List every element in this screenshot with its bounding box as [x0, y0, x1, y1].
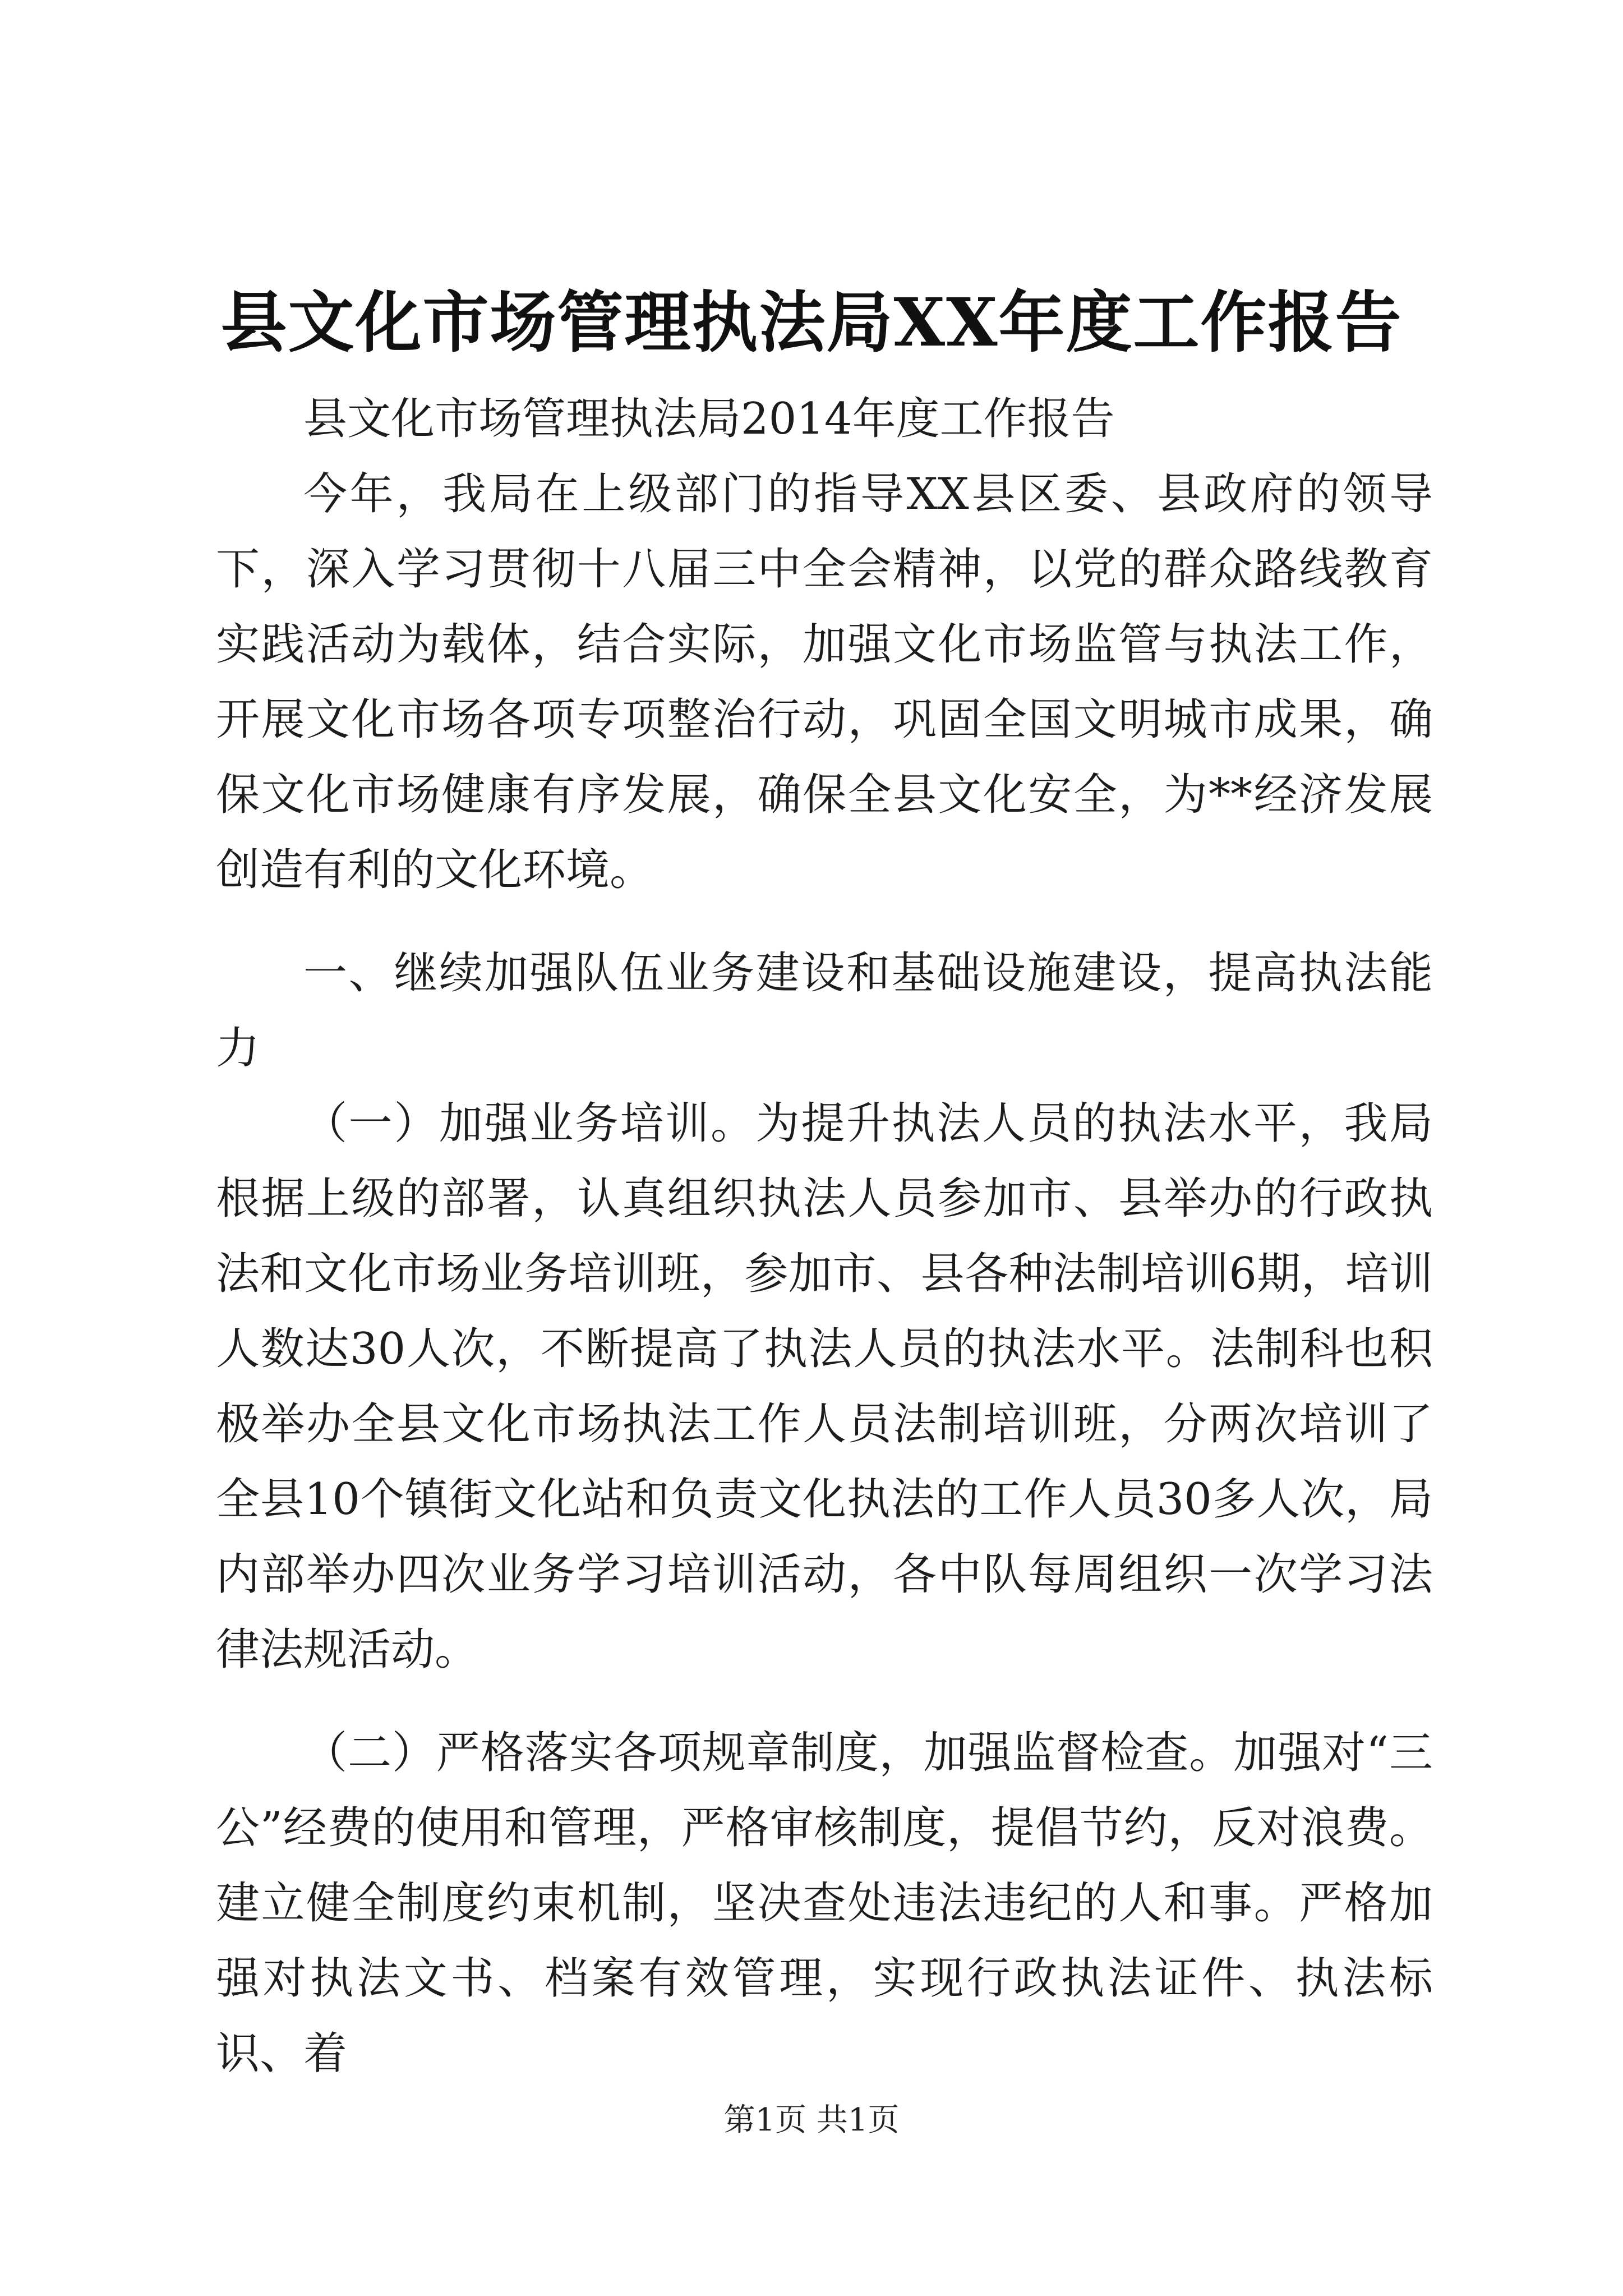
- document-body: [216, 381, 1433, 2091]
- document-title: 县文化市场管理执法局XX年度工作报告: [220, 283, 1403, 361]
- page-footer: 第1页 共1页: [723, 2102, 900, 2138]
- paragraph-intro: 今年，我局在上级部门的指导XX县区委、县政府的领导下，深入学习贯彻十八届三中全会精神，以党的群众路线教育实践活动为载体，结合实际，加强文化市场监管与执法工作，开展文化市场各项专项整治行动，巩固全国文明城市成果，确保文化市场健康有序发展，确保全县文化安全，为**经济发展创造有利的文化环境。: [216, 469, 1433, 895]
- paragraph-training: （一）加强业务培训。为提升执法人员的执法水平，我局根据上级的部署，认真组织执法人员参加市、县举办的行政执法和文化市场业务培训班，参加市、县各种法制培训6期，培训人数达30人次，不断提高了执法人员的执法水平。法制科也积极举办全县文化市场执法工作人员法制培训班，分两次培训了全县10个镇街文化站和负责文化执法的工作人员30多人次，局内部举办四次业务学习培训活动，各中队每周组织一次学习法律法规活动。: [216, 1098, 1433, 1675]
- document-subtitle: 县文化市场管理执法局2014年度工作报告: [303, 394, 1115, 444]
- section-heading-1: 一、继续加强队伍业务建设和基础设施建设，提高执法能力: [216, 948, 1433, 1074]
- paragraph-rules: （二）严格落实各项规章制度，加强监督检查。加强对“三公”经费的使用和管理，严格审核制度，提倡节约，反对浪费。建立健全制度约束机制，坚决查处违法违纪的人和事。严格加强对执法文书、档案有效管理，实现行政执法证件、执法标识、着: [216, 1728, 1433, 2079]
